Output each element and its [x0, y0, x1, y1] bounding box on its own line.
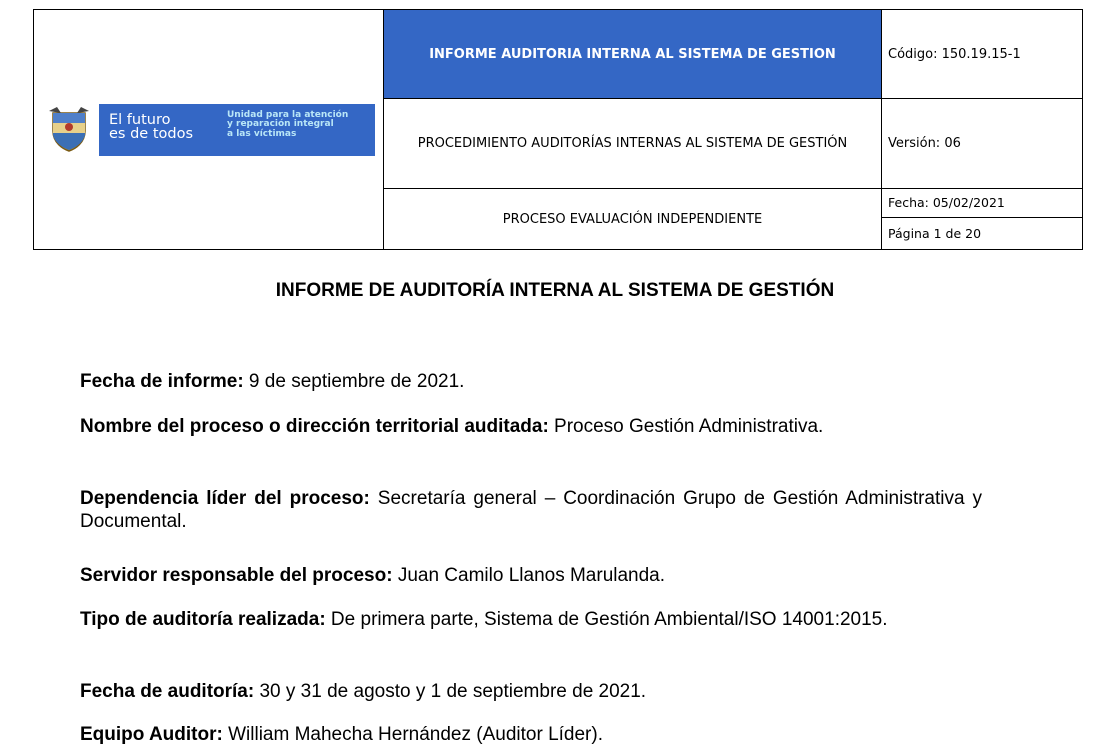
colombia-coat-of-arms-icon [47, 107, 91, 153]
responsible-officer-field [80, 564, 982, 587]
field-value: 30 y 31 de agosto y 1 de septiembre de 2021. [254, 681, 647, 702]
process-name: PROCESO EVALUACIÓN INDEPENDIENTE [384, 189, 882, 250]
audit-date-field [80, 680, 982, 703]
field-value: Proceso Gestión Administrativa. [548, 416, 824, 437]
field-value: 9 de septiembre de 2021. [243, 371, 465, 392]
document-date: Fecha: 05/02/2021 [882, 189, 1083, 217]
document-code: Código: 150.19.15-1 [882, 10, 1083, 99]
field-value: De primera parte, Sistema de Gestión Ambiental/ISO 14001:2015. [325, 609, 888, 630]
document-version: Versión: 06 [882, 99, 1083, 189]
field-value: William Mahecha Hernández (Auditor Líder). [222, 724, 603, 745]
document-title: INFORME DE AUDITORÍA INTERNA AL SISTEMA DE GESTIÓN [275, 280, 835, 301]
logo-cell [34, 10, 384, 250]
lead-department-field [80, 487, 982, 533]
audit-type-field [80, 608, 982, 631]
page-number: Página 1 de 20 [882, 217, 1083, 249]
document-header-table [33, 9, 1083, 250]
procedure-name: PROCEDIMIENTO AUDITORÍAS INTERNAS AL SISTEMA DE GESTIÓN [384, 99, 882, 189]
report-date-field [80, 370, 982, 393]
logo-tagline: El futuro es de todos [109, 111, 194, 142]
logo-unit-name: Unidad para la atención y reparación integral a las víctimas [227, 109, 349, 139]
field-label: Tipo de auditoría realizada: [80, 609, 326, 630]
report-title-cell: INFORME AUDITORIA INTERNA AL SISTEMA DE GESTION [384, 10, 882, 99]
field-label: Fecha de informe: [80, 371, 244, 392]
field-label: Fecha de auditoría: [80, 681, 255, 702]
field-label: Dependencia líder del proceso: [80, 488, 370, 509]
audit-team-field [80, 723, 982, 746]
institution-logo [47, 104, 367, 156]
field-label: Servidor responsable del proceso: [80, 565, 393, 586]
field-label: Nombre del proceso o dirección territorial auditada: [80, 416, 549, 437]
field-value: Juan Camilo Llanos Marulanda. [392, 565, 666, 586]
field-label: Equipo Auditor: [80, 724, 223, 745]
field-value: Secretaría general – Coordinación Grupo de Gestión Administrativa y Documental. [80, 488, 982, 532]
audited-process-field [80, 415, 982, 438]
